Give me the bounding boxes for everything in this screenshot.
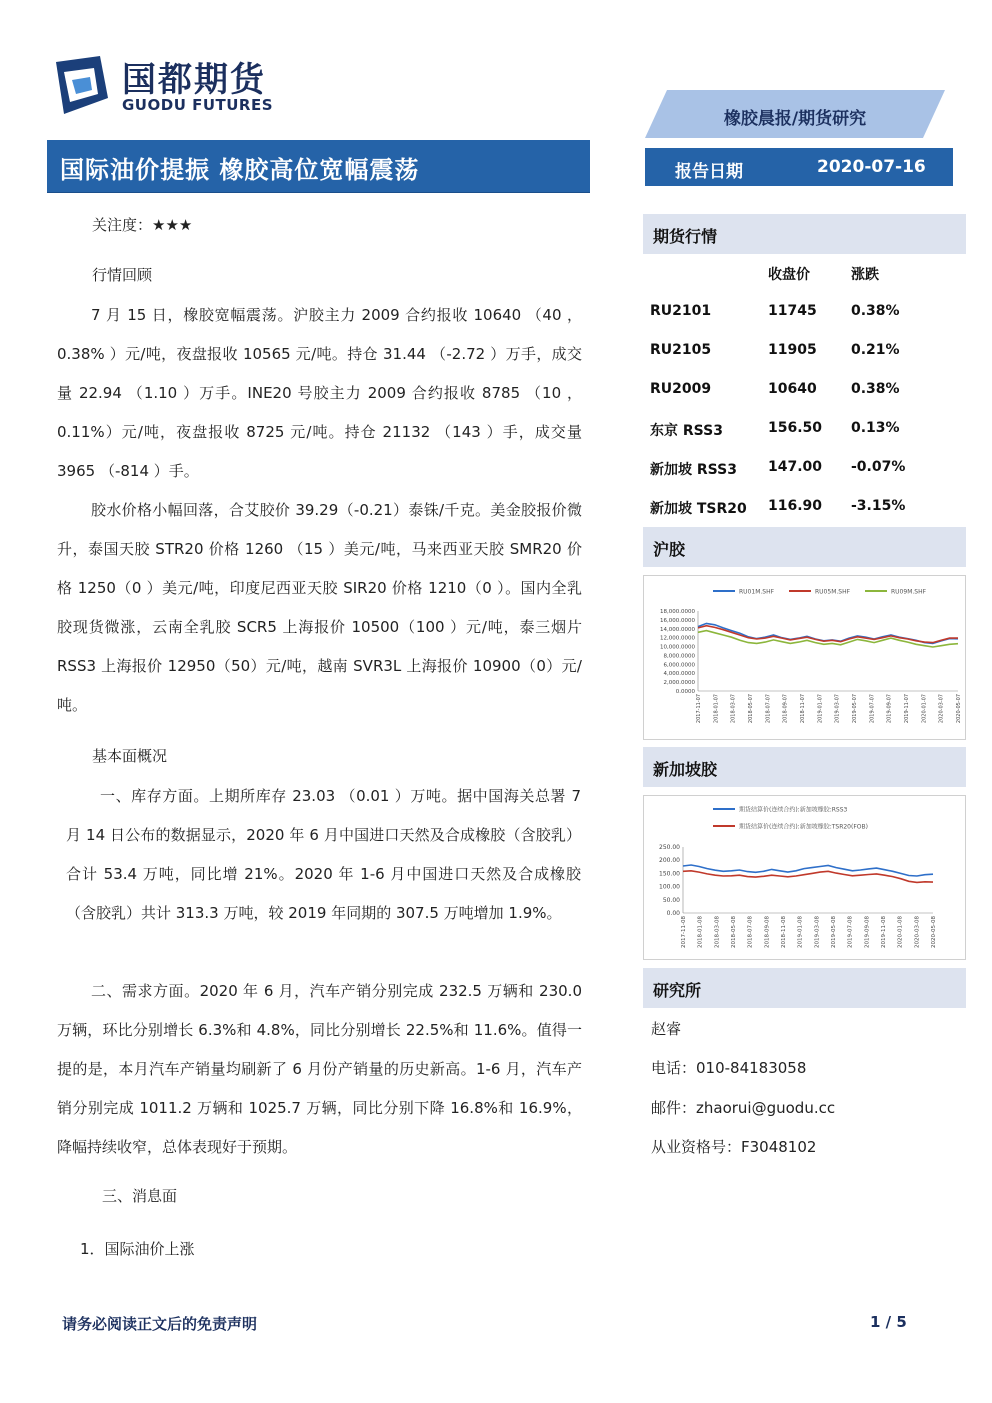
y-tick-label: 250.00: [659, 844, 680, 851]
legend-label: RU09M.SHF: [891, 588, 927, 596]
x-tick-label: 2019-01-08: [797, 916, 804, 948]
x-tick-label: 2018-11-08: [781, 916, 787, 948]
shanghai-chart-header: [643, 527, 966, 567]
fundamental-paragraph-2: 二、需求方面。2020 年 6 月，汽车产销分别完成 232.5 万辆和 230.0 万辆，环比分别增长 6.3%和 4.8%，同比分别增长 22.5%和 11.6%。值得一提的是，本月汽车产销量均刷新了 6 月份产销量的历史新高。1-6 月，汽车产销分别完成 1011.2 万辆和 1025.7 万辆，同比分别下降 16.8%和 16.9%，降幅持续收窄，总体表现好于预期。: [57, 982, 582, 1156]
x-tick-label: 2018-09-07: [782, 694, 789, 724]
x-tick-label: 2018-01-08: [697, 916, 704, 948]
y-tick-label: 8,000.0000: [663, 653, 695, 660]
y-tick-label: 0.0000: [675, 689, 695, 695]
fundamental-heading: 基本面概况: [92, 747, 168, 765]
x-tick-label: 2019-05-08: [831, 916, 837, 948]
y-tick-label: 10,000.0000: [660, 644, 695, 651]
review-heading: 行情回顾: [92, 266, 153, 284]
legend-label: RU05M.SHF: [815, 588, 851, 596]
fundamental-paragraph-1: 一、库存方面。上期所库存 23.03 （0.01 ）万吨。据中国海关总署 7 月 14 日公布的数据显示，2020 年 6 月中国进口天然及合成橡胶（含胶乳）合计 53.4 万吨，同比增 21%。2020 年 1-6 月中国进口天然及合成橡胶（含胶乳）共计 313.3 万吨，较 2019 年同期的 307.5 万吨增加 1.9%。: [66, 787, 581, 922]
y-tick-label: 16,000.0000: [660, 617, 695, 624]
x-tick-label: 2020-01-08: [897, 916, 904, 948]
x-tick-label: 2018-05-07: [748, 694, 754, 724]
x-tick-label: 2020-05-07: [956, 694, 962, 724]
x-tick-label: 2018-01-07: [713, 694, 720, 724]
logo-cn-text: 国都期货: [122, 60, 266, 100]
page-number: 1 / 5: [870, 1313, 907, 1331]
legend-label: RU01M.SHF: [739, 588, 775, 596]
price-change: 0.38%: [851, 303, 900, 319]
x-tick-label: 2020-03-07: [938, 694, 945, 724]
review-paragraph-1: 7 月 15 日，橡胶宽幅震荡。沪胶主力 2009 合约报收 10640 （40 ，0.38% ）元/吨，夜盘报收 10565 元/吨。持仓 31.44 （-2.72 ）万手，成交量 22.94 （1.10 ）万手。INE20 号胶主力 2009 合约报收 8785 （10 ，0.11%）元/吨，夜盘报收 8725 元/吨。持仓 21132 （143 ）手，成交量 3965 （-814 ）手。: [57, 306, 582, 480]
y-tick-label: 200.00: [659, 857, 680, 865]
close-price: 11905: [768, 342, 817, 358]
y-tick-label: 50.00: [662, 896, 680, 904]
singapore-rubber-chart: [643, 795, 966, 960]
news-heading: 三、消息面: [102, 1187, 178, 1205]
x-tick-label: 2018-03-07: [730, 694, 737, 724]
analyst-license: 从业资格号：F3048102: [651, 1138, 817, 1156]
market-row: [650, 498, 960, 518]
singapore-chart-header: [643, 747, 966, 787]
contract-name: RU2101: [650, 303, 712, 319]
x-tick-label: 2018-07-07: [765, 694, 772, 724]
market-row: [650, 303, 960, 323]
report-date-value: 2020-07-16: [817, 157, 926, 177]
y-tick-label: 100.00: [659, 883, 680, 891]
market-row: [650, 420, 960, 440]
x-tick-label: 2019-07-07: [869, 694, 876, 724]
contract-name: 东京 RSS3: [650, 423, 723, 439]
x-tick-label: 2019-09-08: [864, 916, 871, 948]
close-price: 11745: [768, 303, 817, 319]
close-price: 156.50: [768, 420, 823, 436]
x-tick-label: 2017-11-07: [696, 694, 702, 724]
x-tick-label: 2019-03-08: [814, 916, 821, 948]
report-category: 橡胶晨报/期货研究: [723, 109, 867, 129]
analyst-phone: 电话：010-84183058: [651, 1059, 807, 1077]
col-close-label: 收盘价: [768, 267, 810, 283]
research-heading: 研究所: [653, 981, 702, 1000]
legend-label: 期货结算价(连续合约):新加坡橡胶:RSS3: [739, 806, 848, 814]
market-table-header: [650, 264, 960, 284]
x-tick-label: 2019-07-08: [847, 916, 854, 948]
price-change: -3.15%: [851, 498, 906, 514]
col-change-label: 涨跌: [851, 267, 879, 283]
x-tick-label: 2019-09-07: [886, 694, 893, 724]
x-tick-label: 2020-05-08: [931, 916, 937, 948]
y-tick-label: 18,000.0000: [660, 609, 695, 615]
close-price: 10640: [768, 381, 817, 397]
singapore-chart-heading: 新加坡胶: [653, 760, 718, 779]
x-tick-label: 2019-11-07: [904, 694, 910, 724]
x-tick-label: 2018-05-08: [731, 916, 737, 948]
market-panel-header: [643, 214, 966, 254]
x-tick-label: 2019-11-08: [881, 916, 887, 948]
guodu-logo-icon: [50, 54, 112, 116]
x-tick-label: 2017-11-08: [681, 916, 687, 948]
x-tick-label: 2019-03-07: [834, 694, 841, 724]
report-title: 国际油价提振 橡胶高位宽幅震荡: [60, 156, 420, 184]
x-tick-label: 2020-01-07: [921, 694, 928, 724]
y-tick-label: 6,000.0000: [663, 662, 695, 669]
y-tick-label: 12,000.0000: [660, 635, 695, 642]
attention-rating: 关注度：★★★: [92, 216, 193, 234]
contract-name: 新加坡 TSR20: [650, 501, 747, 517]
price-change: 0.21%: [851, 342, 900, 358]
market-row: [650, 381, 960, 401]
close-price: 116.90: [768, 498, 823, 514]
market-row: [650, 342, 960, 362]
review-paragraph-2: 胶水价格小幅回落，合艾胶价 39.29（-0.21）泰铢/千克。美金胶报价微升，泰国天胶 STR20 价格 1260 （15 ）美元/吨，马来西亚天胶 SMR20 价格 1250（0 ）美元/吨，印度尼西亚天胶 SIR20 价格 1210（0 ）。国内全乳胶现货微涨，云南全乳胶 SCR5 上海报价 10500（100 ）元/吨，泰三烟片 RSS3 上海报价 12950（50）元/吨，越南 SVR3L 上海报价 10900（0）元/吨。: [57, 501, 582, 714]
x-tick-label: 2018-03-08: [714, 916, 721, 948]
y-tick-label: 0.00: [666, 910, 680, 917]
contract-name: RU2105: [650, 342, 712, 358]
x-tick-label: 2019-05-07: [852, 694, 858, 724]
y-tick-label: 150.00: [659, 870, 680, 878]
x-tick-label: 2018-07-08: [747, 916, 754, 948]
market-heading: 期货行情: [653, 227, 718, 246]
price-change: 0.13%: [851, 420, 900, 436]
contract-name: RU2009: [650, 381, 712, 397]
y-tick-label: 4,000.0000: [663, 671, 695, 678]
x-tick-label: 2020-03-08: [914, 916, 921, 948]
research-header: [643, 968, 966, 1008]
close-price: 147.00: [768, 459, 823, 475]
x-tick-label: 2019-01-07: [817, 694, 824, 724]
legend-label: 期货结算价(连续合约):新加坡橡胶:TSR20(FOB): [739, 823, 868, 831]
y-tick-label: 2,000.0000: [663, 680, 695, 687]
analyst-name: 赵睿: [651, 1020, 682, 1038]
y-tick-label: 14,000.0000: [660, 626, 695, 633]
x-tick-label: 2018-11-07: [800, 694, 806, 724]
shanghai-chart-heading: 沪胶: [653, 540, 686, 559]
logo-en-text: GUODU FUTURES: [122, 96, 274, 114]
news-item-1: 1．国际油价上涨: [80, 1240, 195, 1258]
market-row: [650, 459, 960, 479]
disclaimer-note: 请务必阅读正文后的免责声明: [62, 1315, 258, 1333]
price-change: 0.38%: [851, 381, 900, 397]
analyst-email: 邮件：zhaorui@guodu.cc: [651, 1099, 836, 1117]
contract-name: 新加坡 RSS3: [650, 462, 737, 478]
report-date-label: 报告日期: [675, 162, 743, 182]
x-tick-label: 2018-09-08: [764, 916, 771, 948]
price-change: -0.07%: [851, 459, 906, 475]
shanghai-rubber-chart: [643, 575, 966, 740]
